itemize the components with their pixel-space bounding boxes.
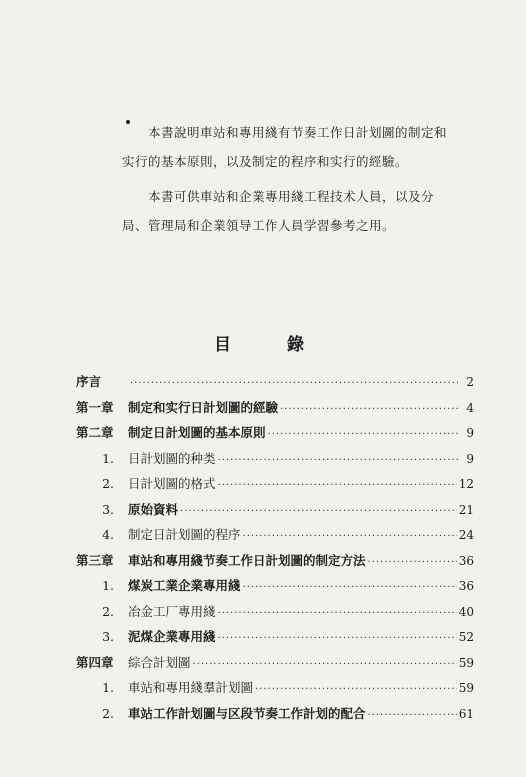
toc-label: 日計划圖的格式 [128, 476, 216, 491]
toc-page: 36 [458, 553, 474, 568]
toc-label: 原始資料 [128, 501, 179, 517]
toc-label: 日計划圖的种类 [128, 450, 216, 466]
toc-label: 綜合計划圖 [128, 654, 191, 670]
toc-number: 3. [102, 629, 114, 644]
toc-page: 59 [458, 681, 474, 695]
toc-row [76, 627, 474, 653]
toc-label: 車站和專用綫节奏工作日計划圖的制定方法 [128, 552, 366, 568]
toc-number: 2. [102, 476, 114, 491]
toc-label: 泥煤企業專用綫 [128, 629, 216, 644]
toc-label: 煤炭工業企業專用綫 [128, 578, 241, 593]
toc-number: 4. [102, 527, 114, 542]
toc-label: 制定日計划圖的基本原則 [128, 425, 266, 440]
toc-row [76, 372, 474, 398]
toc-label: 冶金工厂專用綫 [128, 603, 216, 619]
toc-leader [193, 659, 457, 670]
toc-page: 12 [458, 477, 474, 491]
toc-row [76, 500, 474, 526]
intro-paragraph-1: 本書說明車站和專用綫有节奏工作日計划圖的制定和实行的基本原則，以及制定的程序和实行的經驗。 [122, 125, 448, 169]
toc-leader [180, 506, 457, 517]
toc-row [76, 551, 474, 577]
toc-leader [130, 378, 458, 389]
toc-number: 第四章 [76, 654, 114, 670]
toc-leader [255, 684, 457, 695]
toc-row [76, 474, 474, 500]
toc-page: 2 [466, 375, 474, 389]
toc-number: 序言 [76, 374, 102, 389]
toc-page: 59 [458, 655, 474, 670]
toc-number: 1. [102, 450, 114, 466]
toc-row [76, 576, 474, 602]
toc-leader [280, 404, 458, 415]
toc-page: 4 [466, 400, 474, 415]
toc-leader [243, 531, 457, 542]
toc-row [76, 653, 474, 679]
toc-label: 制定日計划圖的程序 [128, 527, 241, 542]
toc-row [76, 602, 474, 628]
toc-row [76, 449, 474, 475]
toc-row [76, 423, 474, 449]
toc-number: 1. [102, 578, 114, 593]
toc-number: 第一章 [76, 399, 114, 415]
toc-row [76, 704, 474, 730]
toc-page: 9 [466, 451, 474, 466]
toc-row [76, 678, 474, 704]
table-of-contents [76, 372, 474, 729]
toc-number: 3. [102, 501, 114, 517]
toc-page: 40 [458, 604, 474, 619]
toc-leader [218, 608, 457, 619]
intro-text [122, 118, 452, 246]
toc-page: 24 [458, 528, 474, 542]
toc-row [76, 398, 474, 424]
toc-number: 第二章 [76, 425, 114, 440]
toc-leader [268, 429, 458, 440]
toc-leader [243, 582, 457, 593]
toc-leader [218, 455, 458, 466]
toc-page: 61 [458, 706, 474, 721]
toc-label: 車站工作計划圖与区段节奏工作計划的配合 [128, 705, 366, 721]
toc-page: 21 [458, 502, 474, 517]
intro-paragraph-2: 本書可供車站和企業專用綫工程技术人員，以及分局、管理局和企業領导工作人員学習參考之用。 [122, 189, 435, 233]
toc-title: 目錄 [214, 335, 360, 355]
toc-number: 2. [102, 705, 114, 721]
toc-leader [368, 557, 457, 568]
toc-label: 車站和專用綫羣計划圖 [128, 680, 254, 695]
toc-page: 52 [458, 630, 474, 644]
toc-number: 1. [102, 680, 114, 695]
toc-leader [218, 480, 457, 491]
toc-page: 9 [466, 426, 474, 440]
toc-number: 2. [102, 603, 114, 619]
toc-number: 第三章 [76, 552, 114, 568]
toc-leader [218, 633, 457, 644]
toc-label: 制定和实行日計划圖的經驗 [128, 399, 279, 415]
toc-page: 36 [458, 579, 474, 593]
toc-leader [368, 710, 457, 721]
toc-row [76, 525, 474, 551]
